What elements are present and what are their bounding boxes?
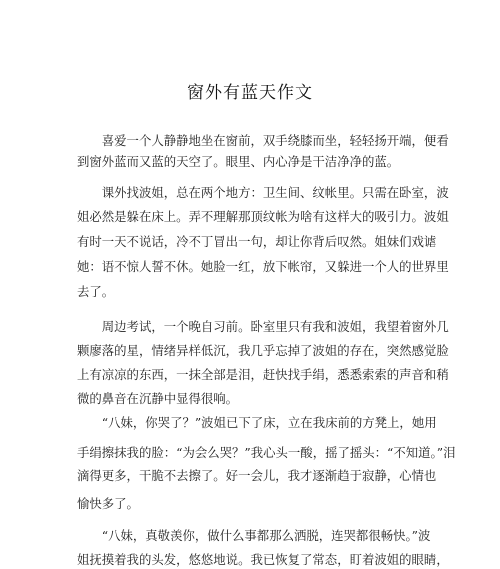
paragraph-line: 有时一天不说话，冷不丁冒出一句，却让你背后叹然。姐妹们戏谑 bbox=[77, 234, 437, 249]
paragraph-line: “八妹，真敬羡你，做什么事都那么洒脱，连哭都很畅快。”波 bbox=[77, 528, 431, 543]
document-title: 窗外有蓝天作文 bbox=[187, 83, 313, 103]
paragraph-line: 她：语不惊人誓不休。她脸一红，放下帐帘，又躲进一个人的世界里 bbox=[77, 259, 449, 274]
paragraph-line: 滴得更多，干脆不去擦了。好一会儿，我才逐渐趋于寂静，心情也 bbox=[77, 468, 437, 483]
paragraph-line: 愉快多了。 bbox=[77, 496, 139, 511]
paragraph-line: 周边考试，一个晚自习前。卧室里只有我和波姐，我望着窗外几 bbox=[77, 319, 449, 334]
paragraph-line: 去了。 bbox=[77, 284, 115, 299]
paragraph-line: 颗廖落的星，情绪异样低沉，我几乎忘掉了波姐的存在，突然感觉脸 bbox=[77, 343, 449, 358]
paragraph-line: 到窗外蓝而又蓝的天空了。眼里、内心净是干洁净净的蓝。 bbox=[77, 154, 400, 169]
paragraph-line: 喜爱一个人静静地坐在窗前，双手绕膝而坐，轻轻扬开端，便看 bbox=[77, 133, 449, 148]
paragraph-line: 微的鼻音在沉静中显得很响。 bbox=[77, 391, 239, 406]
paragraph-line: 课外找波姐，总在两个地方：卫生间、纹帐里。只需在卧室，波 bbox=[77, 185, 449, 200]
paragraph-line: 上有凉凉的东西，一抹全部是泪，赶快找手绢，悉悉索索的声音和稍 bbox=[77, 367, 449, 382]
paragraph-line: 姐必然是躲在床上。弄不理解那顶纹帐为啥有这样大的吸引力。波姐 bbox=[77, 209, 449, 224]
paragraph-line: 手绢擦抹我的脸：“为会么哭？”我心头一酸，摇了摇头：“不知道。”泪 bbox=[77, 445, 456, 460]
paragraph-line: 姐抚摸着我的头发，悠悠地说。我已恢复了常态，盯着波姐的眼睛， bbox=[77, 552, 449, 567]
paragraph-line: “八妹，你哭了？”波姐已下了床，立在我床前的方凳上，她用 bbox=[77, 415, 437, 430]
